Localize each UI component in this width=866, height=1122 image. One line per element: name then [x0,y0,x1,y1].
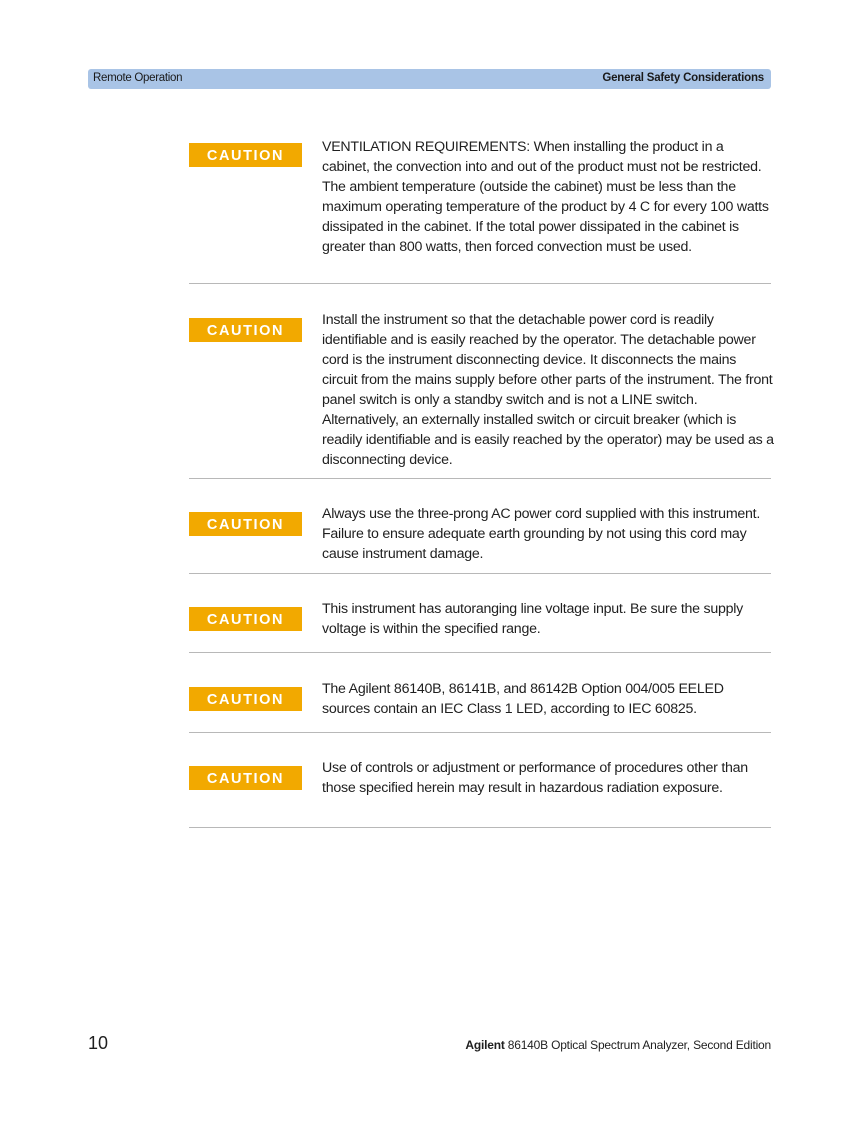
header-chapter-title: General Safety Considerations [602,72,764,84]
divider [189,478,771,479]
footer-brand: Agilent [465,1038,505,1052]
caution-text: Install the instrument so that the detachable power cord is readily identifiable and is easily reached by the operator. The detachable power cord is the instrument disconnecting device. It disconnects the mains circuit from the mains supply before other parts of the instrument. The front panel switch is only a standby switch and is not a LINE switch. Alternatively, an externally installed switch or circuit breaker (which is readily identifiable and is easily reached by the operator) may be used as a disconnecting device. [322,312,774,468]
caution-badge: CAUTION [189,512,302,536]
caution-badge: CAUTION [189,318,302,342]
footer-title-text: 86140B Optical Spectrum Analyzer, Second Edition [507,1038,771,1052]
divider [189,652,771,653]
caution-text: VENTILATION REQUIREMENTS: When installing the product in a cabinet, the convection into and out of the product must not be restricted. The ambient temperature (outside the cabinet) must be less than the maximum operating temperature of the product by 4 C for every 100 watts dissipated in the cabinet. If the total power dissipated in the cabinet is greater than 800 watts, then forced convection must be used. [322,139,769,255]
caution-badge: CAUTION [189,143,302,167]
divider [189,732,771,733]
divider [189,283,771,284]
footer-document-title [465,1038,771,1052]
divider [189,573,771,574]
caution-text: This instrument has autoranging line voltage input. Be sure the supply voltage is within the specified range. [322,601,743,637]
caution-badge: CAUTION [189,687,302,711]
caution-text: Use of controls or adjustment or performance of procedures other than those specified herein may result in hazardous radiation exposure. [322,760,748,796]
divider [189,827,771,828]
header-section-title: Remote Operation [93,72,183,84]
running-header [88,69,771,89]
page-number: 10 [88,1033,109,1053]
caution-text: The Agilent 86140B, 86141B, and 86142B Option 004/005 EELED sources contain an IEC Class 1 LED, according to IEC 60825. [322,681,724,717]
caution-text: Always use the three-prong AC power cord supplied with this instrument. Failure to ensure adequate earth grounding by not using this cord may cause instrument damage. [322,506,761,562]
caution-badge: CAUTION [189,766,302,790]
caution-badge: CAUTION [189,607,302,631]
